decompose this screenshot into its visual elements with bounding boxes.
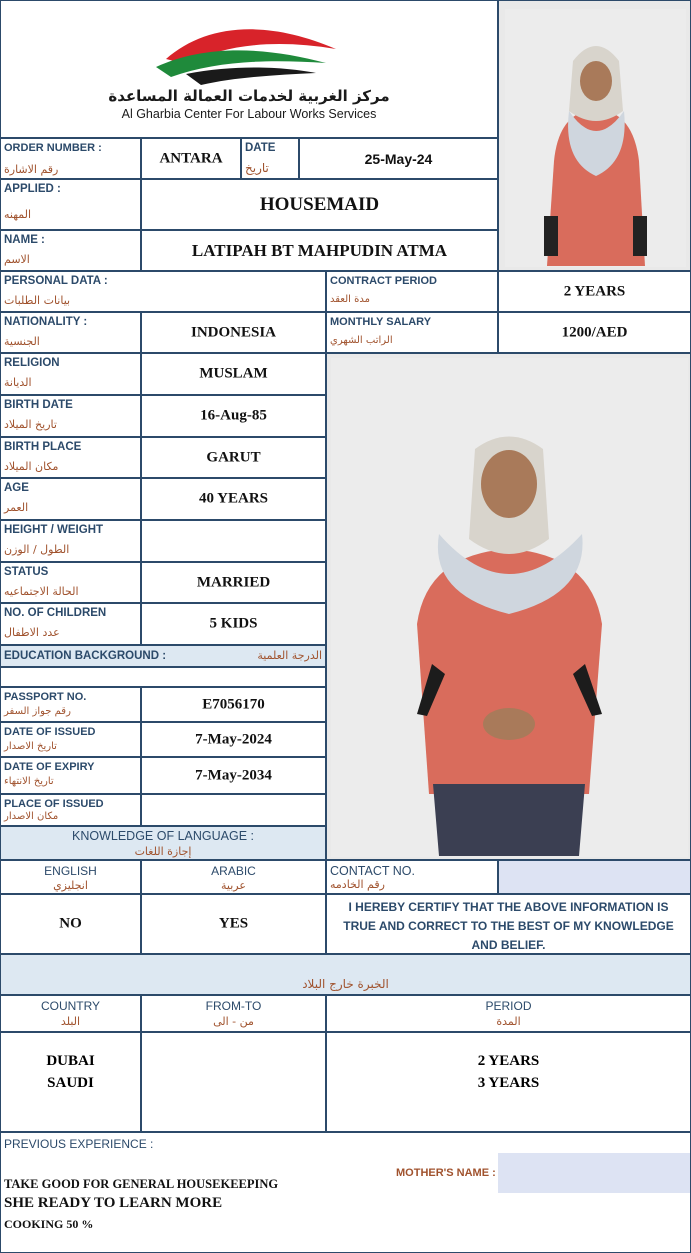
header-logo-cell <box>0 0 498 138</box>
nationality-label-cell <box>0 312 141 353</box>
birth-date-label: BIRTH DATE <box>4 399 73 411</box>
children-label-cell <box>0 603 141 645</box>
monthly-salary-value-cell <box>498 312 691 353</box>
monthly-salary-label: MONTHLY SALARY <box>330 316 432 328</box>
religion-label-cell <box>0 353 141 395</box>
arabic-value-cell <box>141 894 326 954</box>
date-expiry-value: 7-May-2034 <box>195 767 272 783</box>
education-label: EDUCATION BACKGROUND : <box>4 650 167 662</box>
status-value: MARRIED <box>196 574 271 590</box>
country-label: COUNTRY <box>40 999 101 1013</box>
abroad-experience-header <box>0 954 691 995</box>
age-value-cell <box>141 478 326 520</box>
mothers-name-value <box>498 1153 691 1193</box>
order-number-label: ORDER NUMBER : <box>4 142 102 154</box>
birth-date-value-cell <box>141 395 326 437</box>
date-value: 25-May-24 <box>364 150 433 167</box>
place-issued-value-cell <box>141 794 326 826</box>
country-values-cell <box>0 1032 141 1132</box>
order-number-value: ANTARA <box>159 150 223 166</box>
language-label-ar: إجازة اللغات <box>134 845 192 858</box>
date-value-cell <box>299 138 498 179</box>
contact-label-cell <box>326 860 498 894</box>
education-cell <box>0 645 326 667</box>
date-label: DATE <box>245 142 276 154</box>
previous-experience-line: SHE READY TO LEARN MORE <box>4 1195 223 1211</box>
birth-place-label-ar: مكان الميلاد <box>4 460 59 473</box>
portrait-figure-icon <box>499 1 691 271</box>
place-issued-label: PLACE OF ISSUED <box>4 798 104 810</box>
status-label-ar: الحالة الاجتماعيه <box>4 585 79 598</box>
company-logo-icon <box>146 19 346 89</box>
age-label-cell <box>0 478 141 520</box>
name-label-ar: الاسم <box>4 253 30 266</box>
birth-place-value: GARUT <box>206 449 261 465</box>
applied-label: APPLIED : <box>4 183 61 195</box>
country-header-cell <box>0 995 141 1032</box>
nationality-value: INDONESIA <box>190 324 277 340</box>
education-value-cell <box>0 667 326 687</box>
period-value: 3 YEARS <box>477 1075 540 1091</box>
english-label: ENGLISH <box>44 864 97 878</box>
date-expiry-label: DATE OF EXPIRY <box>4 761 95 773</box>
nationality-label: NATIONALITY : <box>4 316 88 328</box>
personal-data-cell <box>0 271 326 312</box>
order-number-value-cell <box>141 138 241 179</box>
date-label-cell <box>241 138 299 179</box>
height-weight-value-cell <box>141 520 326 562</box>
name-value-cell <box>141 230 498 271</box>
contract-period-value-cell <box>498 271 691 312</box>
contract-period-value: 2 YEARS <box>563 283 626 299</box>
portrait-photo <box>498 0 691 271</box>
date-issued-label-ar: تاريخ الاصدار <box>4 741 57 752</box>
date-issued-label: DATE OF ISSUED <box>4 726 96 738</box>
passport-value-cell <box>141 687 326 722</box>
from-to-header-cell <box>141 995 326 1032</box>
period-label: PERIOD <box>485 999 532 1013</box>
company-name-english: Al Gharbia Center For Labour Works Services <box>121 107 377 121</box>
arabic-header-cell <box>141 860 326 894</box>
abroad-experience-label-ar: الخبرة خارج البلاد <box>302 977 389 991</box>
english-header-cell <box>0 860 141 894</box>
place-issued-label-cell <box>0 794 141 826</box>
religion-value-cell <box>141 353 326 395</box>
period-header-cell <box>326 995 691 1032</box>
contact-value-cell <box>498 860 691 894</box>
applied-label-ar: المهنه <box>4 208 32 221</box>
language-header-cell <box>0 826 326 860</box>
period-values-cell <box>326 1032 691 1132</box>
english-value: NO <box>59 915 82 932</box>
birth-place-value-cell <box>141 437 326 478</box>
nationality-label-ar: الجنسية <box>4 335 40 348</box>
arabic-value: YES <box>218 915 249 932</box>
passport-label-ar: رقم جواز السفر <box>4 706 71 717</box>
previous-experience-cell <box>0 1132 691 1253</box>
applied-label-cell <box>0 179 141 230</box>
date-label-ar: تاريخ <box>245 161 269 175</box>
religion-label-ar: الديانة <box>4 376 32 389</box>
birth-place-label: BIRTH PLACE <box>4 441 82 453</box>
status-label: STATUS <box>4 566 49 578</box>
passport-label: PASSPORT NO. <box>4 691 87 703</box>
arabic-label: ARABIC <box>211 864 256 878</box>
date-issued-value: 7-May-2024 <box>195 731 272 747</box>
date-issued-label-cell <box>0 722 141 757</box>
certify-text: I HEREBY CERTIFY THAT THE ABOVE INFORMATION IS TRUE AND CORRECT TO THE BEST OF MY KNOWLEDGE AND BELIEF. <box>343 900 674 952</box>
religion-label: RELIGION <box>4 357 60 369</box>
contact-label-ar: رقم الخادمه <box>330 878 385 891</box>
country-label-ar: البلد <box>60 1015 81 1028</box>
religion-value: MUSLAM <box>199 365 268 382</box>
name-label: NAME : <box>4 234 45 246</box>
previous-experience-line: COOKING 50 % <box>4 1217 94 1231</box>
monthly-salary-value: 1200/AED <box>561 324 628 340</box>
date-expiry-label-ar: تاريخ الانتهاء <box>4 776 54 787</box>
applied-value-cell <box>141 179 498 230</box>
country-value: SAUDI <box>47 1075 94 1091</box>
personal-data-label: PERSONAL DATA : <box>4 275 108 287</box>
previous-experience-line: TAKE GOOD FOR GENERAL HOUSEKEEPING <box>4 1177 279 1191</box>
nationality-value-cell <box>141 312 326 353</box>
contract-period-label-ar: مدة العقد <box>330 294 370 305</box>
birth-date-value: 16-Aug-85 <box>200 407 267 424</box>
previous-experience-label: PREVIOUS EXPERIENCE : <box>4 1137 154 1151</box>
place-issued-label-ar: مكان الاصدار <box>4 811 59 822</box>
full-body-figure-icon <box>327 354 691 860</box>
contract-period-label-cell <box>326 271 498 312</box>
name-value: LATIPAH BT MAHPUDIN ATMA <box>191 240 448 260</box>
language-label: KNOWLEDGE OF LANGUAGE : <box>72 829 254 843</box>
birth-place-label-cell <box>0 437 141 478</box>
contact-label: CONTACT NO. <box>330 864 415 878</box>
children-label: NO. OF CHILDREN <box>4 607 107 619</box>
from-to-label: FROM-TO <box>205 999 262 1013</box>
passport-label-cell <box>0 687 141 722</box>
name-label-cell <box>0 230 141 271</box>
status-label-cell <box>0 562 141 603</box>
english-label-ar: انجليزي <box>53 879 88 892</box>
company-name-arabic: مركز الغربية لخدمات العمالة المساعدة <box>108 87 390 105</box>
monthly-salary-label-cell <box>326 312 498 353</box>
country-value: DUBAI <box>46 1053 95 1069</box>
children-value-cell <box>141 603 326 645</box>
applied-value: HOUSEMAID <box>259 193 380 215</box>
height-weight-label: HEIGHT / WEIGHT <box>4 524 104 536</box>
from-to-label-ar: من - الى <box>213 1015 254 1028</box>
height-weight-label-ar: الطول / الوزن <box>4 543 70 556</box>
order-number-label-cell <box>0 138 141 179</box>
date-issued-value-cell <box>141 722 326 757</box>
personal-data-label-ar: بيانات الطلبات <box>4 294 71 307</box>
date-expiry-label-cell <box>0 757 141 794</box>
period-value: 2 YEARS <box>477 1053 540 1069</box>
from-to-values-cell <box>141 1032 326 1132</box>
height-weight-label-cell <box>0 520 141 562</box>
children-value: 5 KIDS <box>209 615 258 632</box>
date-expiry-value-cell <box>141 757 326 794</box>
age-value: 40 YEARS <box>198 490 269 507</box>
status-value-cell <box>141 562 326 603</box>
children-label-ar: عدد الاطفال <box>4 626 60 639</box>
order-number-label-ar: رقم الاشارة <box>4 163 59 176</box>
english-value-cell <box>0 894 141 954</box>
contract-period-label: CONTRACT PERIOD <box>330 275 437 287</box>
birth-date-label-cell <box>0 395 141 437</box>
age-label-ar: العمر <box>4 501 29 514</box>
certify-cell <box>326 894 691 954</box>
period-label-ar: المدة <box>496 1015 521 1028</box>
mothers-name-label: MOTHER'S NAME : <box>396 1167 496 1179</box>
age-label: AGE <box>4 482 29 494</box>
full-body-photo <box>326 353 691 860</box>
arabic-label-ar: عربية <box>221 879 246 892</box>
passport-value: E7056170 <box>202 696 265 712</box>
monthly-salary-label-ar: الراتب الشهري <box>330 335 393 346</box>
education-label-ar: الدرجة العلمية <box>257 649 322 662</box>
birth-date-label-ar: تاريخ الميلاد <box>4 418 57 431</box>
